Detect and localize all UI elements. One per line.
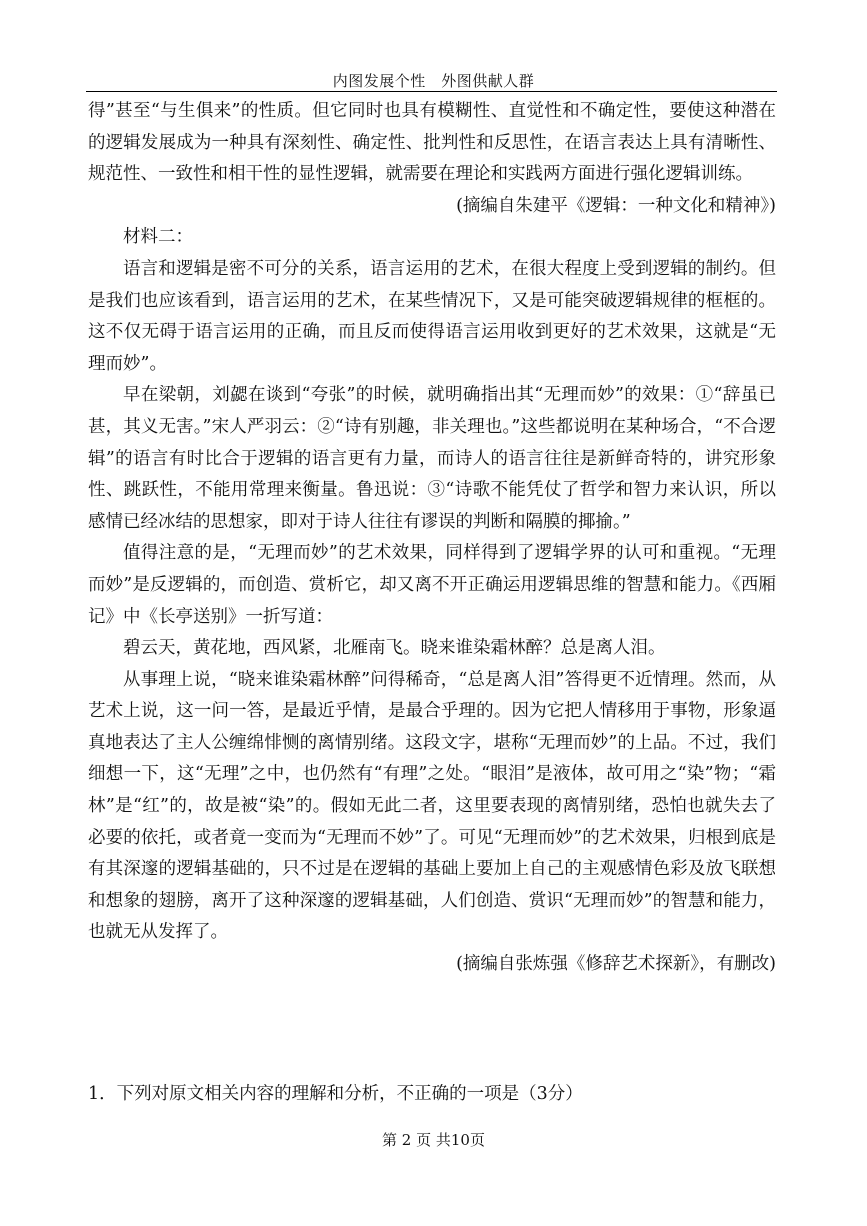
article-body [88, 96, 776, 981]
question-1: 1．下列对原文相关内容的理解和分析，不正确的一项是（3分） [88, 1084, 583, 1104]
paragraph-continuation: 得”甚至“与生俱来”的性质。但它同时也具有模糊性、直觉性和不确定性，要使这种潜在的逻辑发展成为一种具有深刻性、确定性、批判性和反思性，在语言表达上具有清晰性、规范性、一致性和相干性的显性逻辑，就需要在理论和实践两方面进行强化逻辑训练。 [88, 101, 776, 185]
page-header: 内图发展个性 外图供献人群 [332, 72, 535, 90]
poem-quote: 碧云天，黄花地，西风紧，北雁南飞。晓来谁染霜林醉？总是离人泪。 [123, 638, 666, 659]
paragraph: 语言和逻辑是密不可分的关系，语言运用的艺术，在很大程度上受到逻辑的制约。但是我们也应该看到，语言运用的艺术，在某些情况下，又是可能突破逻辑规律的框框的。这不仅无碍于语言运用的正确，而且反而使得语言运用收到更好的艺术效果，这就是“无理而妙”。 [88, 258, 776, 374]
source-citation-2: (摘编自张炼强《修辞艺术探新》，有删改) [456, 954, 776, 975]
header-divider [86, 91, 777, 92]
section-heading-material-2: 材料二： [123, 227, 193, 248]
page-number: 第 2 页 共10页 [382, 1131, 485, 1149]
paragraph: 早在梁朝，刘勰在谈到“夸张”的时候，就明确指出其“无理而妙”的效果：①“辞虽已甚，其义无害。”宋人严羽云：②“诗有别趣，非关理也。”这些都说明在某种场合，“不合逻辑”的语言有时比合于逻辑的语言更有力量，而诗人的语言往往是新鲜奇特的，讲究形象性、跳跃性，不能用常理来衡量。鲁迅说：③“诗歌不能凭仗了哲学和智力来认识，所以感情已经冰结的思想家，即对于诗人往往有谬误的判断和隔膜的揶揄。” [88, 385, 776, 532]
paragraph: 值得注意的是，“无理而妙”的艺术效果，同样得到了逻辑学界的认可和重视。“无理而妙”是反逻辑的，而创造、赏析它，却又离不开正确运用逻辑思维的智慧和能力。《西厢记》中《长亭送别》一折写道： [88, 543, 776, 627]
source-citation-1: (摘编自朱建平《逻辑：一种文化和精神》) [456, 195, 776, 216]
paragraph: 从事理上说，“晓来谁染霜林醉”问得稀奇，“总是离人泪”答得更不近情理。然而，从艺术上说，这一问一答，是最近乎情，是最合乎理的。因为它把人情移用于事物，形象逼真地表达了主人公缠绵悱恻的离情别绪。这段文字，堪称“无理而妙”的上品。不过，我们细想一下，这“无理”之中，也仍然有“有理”之处。“眼泪”是液体，故可用之“染”物；“霜林”是“红”的，故是被“染”的。假如无此二者，这里要表现的离情别绪，恐怕也就失去了必要的依托，或者竟一变而为“无理而不妙”了。可见“无理而妙”的艺术效果，归根到底是有其深邃的逻辑基础的，只不过是在逻辑的基础上要加上自己的主观感情色彩及放飞联想和想象的翅膀，离开了这种深邃的逻辑基础，人们创造、赏识“无理而妙”的智慧和能力，也就无从发挥了。 [88, 669, 776, 943]
